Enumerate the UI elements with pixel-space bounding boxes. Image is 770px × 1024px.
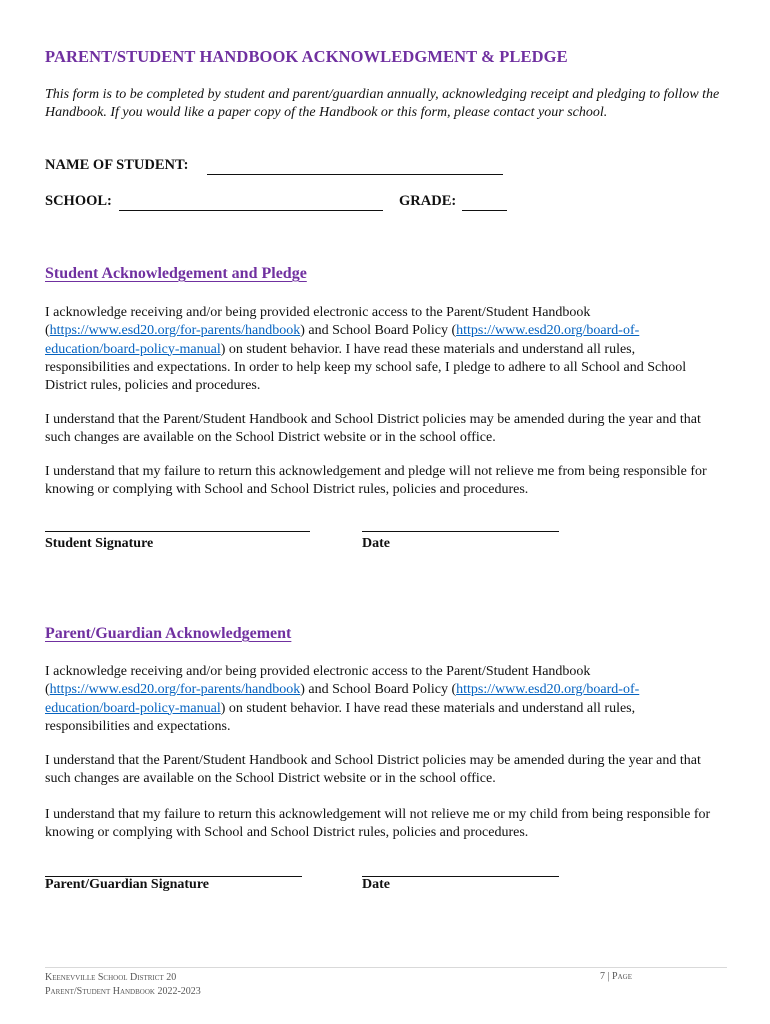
student-paragraph-3: I understand that my failure to return this acknowledgement and pledge will not relieve me from being responsible for knowing or complying with School and School District rules, policies and procedures. <box>45 464 707 498</box>
name-of-student-label: NAME OF STUDENT: <box>45 157 189 173</box>
student-paragraph-2: I understand that the Parent/Student Handbook and School District policies may be amended during the year and that such changes are available on the School District website or in the school office. <box>45 412 701 446</box>
board-policy-link[interactable]: https://www.esd20.org/board-of-education/board-policy-manual <box>45 323 640 357</box>
student-section-heading: Student Acknowledgement and Pledge <box>45 265 307 282</box>
footer-line-1: Keenevville School District 20 <box>45 972 177 983</box>
intro-text: This form is to be completed by student and parent/guardian annually, acknowledging receipt and pledging to follow the Handbook. If you would like a paper copy of the Handbook or this form, please contact your school. <box>45 87 720 120</box>
parent-section-heading: Parent/Guardian Acknowledgement <box>45 625 292 642</box>
footer-page-number: 7 | Page <box>600 971 632 982</box>
parent-paragraph-3: I understand that my failure to return this acknowledgement will not relieve me or my child from being responsible for knowing or complying with School and School District rules, policies and procedures. <box>45 807 711 841</box>
parent-p1-text-c: ) on student behavior. I have read these materials and understand all rules, responsibilities and expectations. <box>45 700 636 734</box>
grade-row <box>399 193 456 210</box>
board-policy-link[interactable]: https://www.esd20.org/board-of-education/board-policy-manual <box>45 682 640 716</box>
student-paragraph-1 <box>45 304 715 395</box>
school-label: SCHOOL: <box>45 193 112 209</box>
school-field[interactable] <box>119 210 383 211</box>
student-signature-line[interactable] <box>45 531 310 532</box>
page-title: PARENT/STUDENT HANDBOOK ACKNOWLEDGMENT & PLEDGE <box>45 47 568 66</box>
grade-field[interactable] <box>462 210 507 211</box>
student-p1-text-a: I acknowledge receiving and/or being provided electronic access to the Parent/Student Handbook ( <box>45 305 591 339</box>
handbook-link[interactable]: https://www.esd20.org/for-parents/handbook <box>49 682 301 698</box>
footer-district <box>45 971 201 999</box>
parent-p1-text-a: I acknowledge receiving and/or being provided electronic access to the Parent/Student Handbook ( <box>45 664 591 698</box>
parent-date-label: Date <box>362 877 390 892</box>
parent-signature-label: Parent/Guardian Signature <box>45 877 210 892</box>
footer-line-2: Parent/Student Handbook 2022-2023 <box>45 986 201 997</box>
student-date-label: Date <box>362 536 390 551</box>
student-signature-label: Student Signature <box>45 536 154 551</box>
parent-date-line[interactable] <box>362 876 559 877</box>
student-date-line[interactable] <box>362 531 559 532</box>
parent-paragraph-1 <box>45 663 715 736</box>
parent-paragraph-2: I understand that the Parent/Student Handbook and School District policies may be amended during the year and that such changes are available on the School District website or in the school office. <box>45 753 701 787</box>
name-of-student-field[interactable] <box>207 174 503 175</box>
parent-p1-text-b: ) and School Board Policy ( <box>300 682 457 698</box>
grade-label: GRADE: <box>399 193 457 209</box>
footer-divider <box>45 967 727 968</box>
student-p1-text-b: ) and School Board Policy ( <box>300 323 457 339</box>
handbook-link[interactable]: https://www.esd20.org/for-parents/handbook <box>49 323 301 339</box>
student-p1-text-c: ) on student behavior. I have read these materials and understand all rules, responsibilities and expectations. In order to help keep my school safe, I pledge to adhere to all School and School District rules, policies and procedures. <box>45 341 687 394</box>
name-row <box>45 157 188 174</box>
school-row <box>45 193 112 210</box>
